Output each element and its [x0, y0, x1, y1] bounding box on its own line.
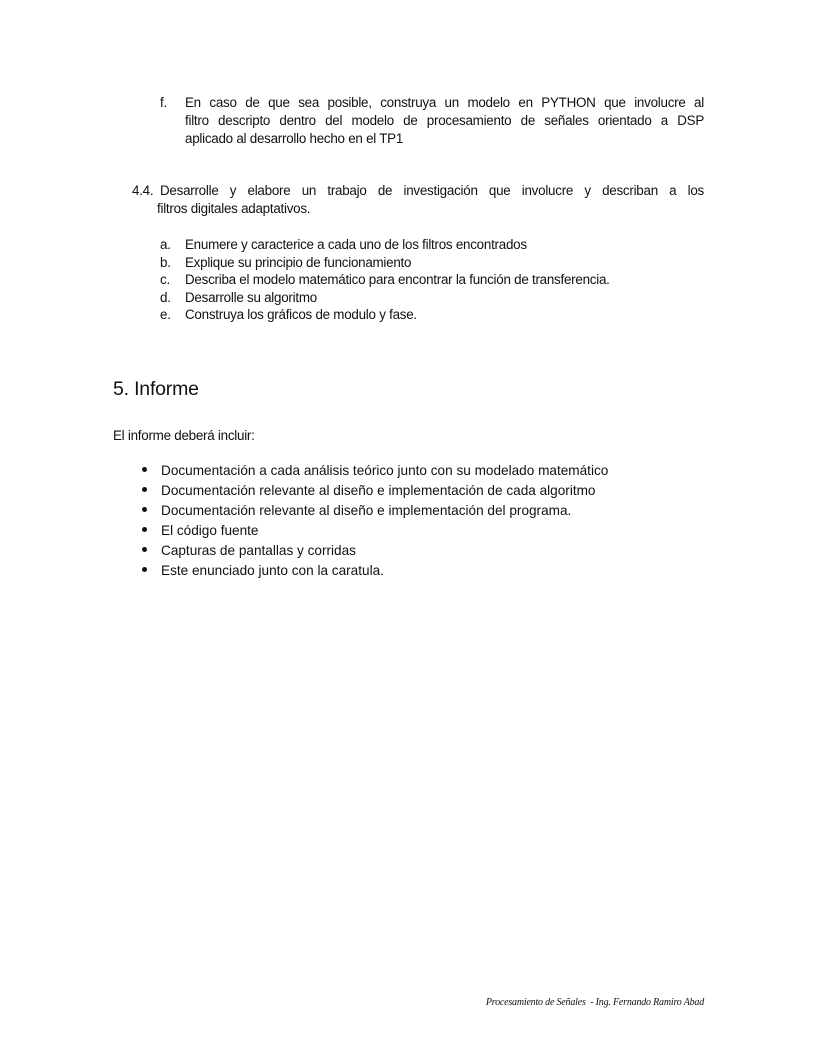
bullet-icon: [142, 547, 147, 552]
bullet-icon: [142, 527, 147, 532]
list-item: [160, 236, 527, 254]
bullet-item: [142, 461, 608, 481]
list-item: [160, 289, 317, 307]
bullet-icon: [142, 487, 147, 492]
page-footer: Procesamiento de Señales - Ing. Fernando Ramiro Abad: [485, 997, 704, 1008]
bullet-text: El código fuente: [161, 523, 259, 538]
bullet-text: Documentación relevante al diseño e implementación del programa.: [161, 503, 572, 518]
list-marker: c.: [160, 272, 170, 287]
list-marker: b.: [160, 254, 171, 270]
list-marker: f.: [160, 95, 167, 110]
section-intro: El informe deberá incluir:: [113, 428, 255, 443]
text-line: filtro descripto dentro del modelo de procesamiento de señales orientado a DSP: [185, 113, 704, 128]
section-4-4-marker: 4.4.: [132, 183, 154, 198]
list-item: [160, 271, 610, 289]
bullet-icon: [142, 467, 147, 472]
bullet-item: [142, 501, 608, 521]
list-marker: e.: [160, 307, 171, 322]
text-line: En caso de que sea posible, construya un modelo en PYTHON que involucre al: [185, 95, 704, 110]
bullet-item: [142, 521, 608, 541]
list-item: [160, 254, 412, 272]
list-item: [160, 306, 417, 324]
section-4-4-list: [160, 236, 610, 324]
section-4-4-text: [157, 182, 704, 218]
text-line: aplicado al desarrollo hecho en el TP1: [185, 131, 404, 146]
list-text: Construya los gráficos de modulo y fase.: [185, 307, 417, 322]
bullet-text: Este enunciado junto con la caratula.: [161, 563, 384, 578]
bullet-text: Documentación a cada análisis teórico junto con su modelado matemático: [161, 463, 609, 478]
text-line: Desarrolle y elabore un trabajo de investigación que involucre y describan a los: [160, 183, 704, 198]
bullet-icon: [142, 507, 147, 512]
list-marker: d.: [160, 289, 171, 305]
bullet-item: [142, 561, 608, 581]
item-f-text: [185, 94, 704, 148]
text-line: filtros digitales adaptativos.: [157, 201, 311, 216]
bullet-icon: [142, 567, 147, 572]
list-text: Desarrolle su algoritmo: [185, 289, 317, 305]
bullet-item: [142, 541, 608, 561]
section-heading: 5. Informe: [113, 378, 199, 400]
bullet-list: [142, 461, 608, 581]
list-text: Enumere y caracterice a cada uno de los filtros encontrados: [185, 237, 527, 252]
list-item-f: [160, 94, 167, 112]
list-text: Describa el modelo matemático para encontrar la función de transferencia.: [185, 272, 610, 287]
bullet-text: Capturas de pantallas y corridas: [161, 543, 356, 558]
bullet-item: [142, 481, 608, 501]
list-marker: a.: [160, 237, 171, 252]
list-text: Explique su principio de funcionamiento: [185, 254, 412, 270]
bullet-text: Documentación relevante al diseño e implementación de cada algoritmo: [161, 483, 596, 498]
